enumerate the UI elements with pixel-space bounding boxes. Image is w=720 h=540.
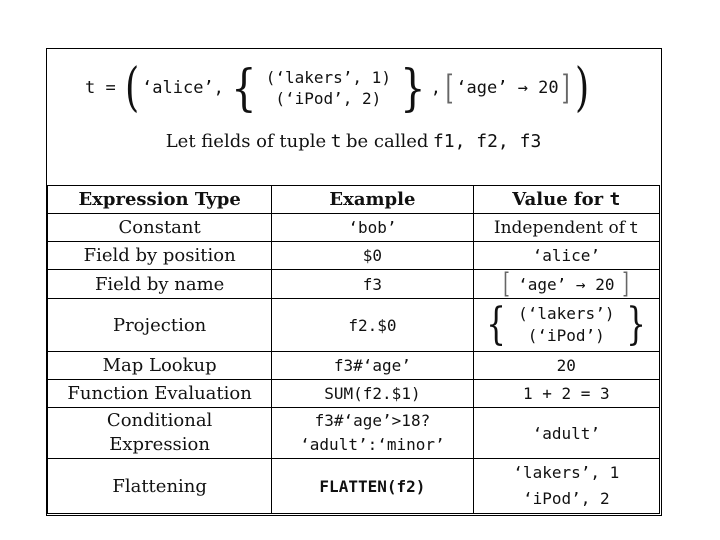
open-paren: ( [124,58,139,118]
row-value [473,267,659,300]
row-value-map: ‘age’ → 20 [518,274,615,294]
row-value-line-1: ‘lakers’, 1 [513,463,620,482]
tuple-map: ‘age’ → 20 [456,78,559,98]
open-brace: { [231,59,257,117]
row-value: 20 [473,352,659,380]
tuple-definition [47,49,660,186]
row-example: f2.$0 [272,299,473,352]
open-bracket: [ [445,68,454,108]
row-value [473,214,659,242]
table-row [48,242,660,270]
row-example: f3 [272,270,473,299]
tuple-bag [266,67,391,109]
table-row [48,352,660,380]
bag-open-brace: { [486,299,506,350]
row-type: Field by name [48,270,272,299]
table-row [48,299,660,352]
map-separator: , [430,78,442,98]
map-close-bracket: ] [622,267,630,300]
row-type-line-1: Conditional [106,410,213,431]
caption [47,131,660,152]
row-value: ‘alice’ [473,242,659,270]
row-value-text: Independent of [493,217,626,238]
caption-fields: f1, f2, f3 [432,131,542,152]
tuple-field-alice: ‘alice’, [142,78,224,98]
caption-prefix: Let fields of tuple [165,131,327,152]
expression-table [47,185,660,514]
bag-row-2: (‘iPod’, 2) [275,89,382,108]
row-value-line-1: (‘lakers’) [518,304,615,323]
close-paren: ) [574,58,590,118]
row-value: ‘adult’ [473,408,659,459]
header-value [473,186,659,214]
row-example [272,408,473,459]
row-example: FLATTEN(f2) [272,459,473,514]
close-bracket: ] [561,68,570,108]
header-example: Example [272,186,473,214]
figure-frame [46,48,662,516]
header-value-label: Value for [512,189,604,210]
table-row [48,459,660,514]
table-header-row [48,186,660,214]
table-row [48,408,660,459]
caption-mid: be called [346,131,429,152]
caption-t: t [330,131,342,152]
table-row [48,214,660,242]
bag-close-brace: } [626,299,647,350]
header-expression-type: Expression Type [48,186,272,214]
row-example-line-2: ‘adult’:‘minor’ [300,435,445,454]
close-brace: } [400,59,426,117]
row-example: f3#‘age’ [272,352,473,380]
row-type: Field by position [48,242,272,270]
row-value [473,459,659,514]
row-type: Projection [48,299,272,352]
row-value [473,299,659,352]
table-row [48,380,660,408]
header-value-t: t [609,189,621,210]
row-type: Constant [48,214,272,242]
map-open-bracket: [ [503,267,510,300]
row-value-line-2: (‘iPod’) [527,326,605,345]
row-value-line-2: ‘iPod’, 2 [522,489,610,508]
row-type: Map Lookup [48,352,272,380]
row-value: 1 + 2 = 3 [473,380,659,408]
row-type [48,408,272,459]
row-example-line-1: f3#‘age’>18? [314,411,431,430]
row-type: Function Evaluation [48,380,272,408]
bag-row-1: (‘lakers’, 1) [265,68,391,87]
row-type: Flattening [48,459,272,514]
tuple-expression [85,57,592,119]
tuple-var: t = [85,78,116,98]
row-example: SUM(f2.$1) [272,380,473,408]
row-value-t: t [629,217,639,237]
table-row [48,270,660,299]
row-example: $0 [272,242,473,270]
row-example: ‘bob’ [272,214,473,242]
row-type-line-2: Expression [109,434,210,455]
